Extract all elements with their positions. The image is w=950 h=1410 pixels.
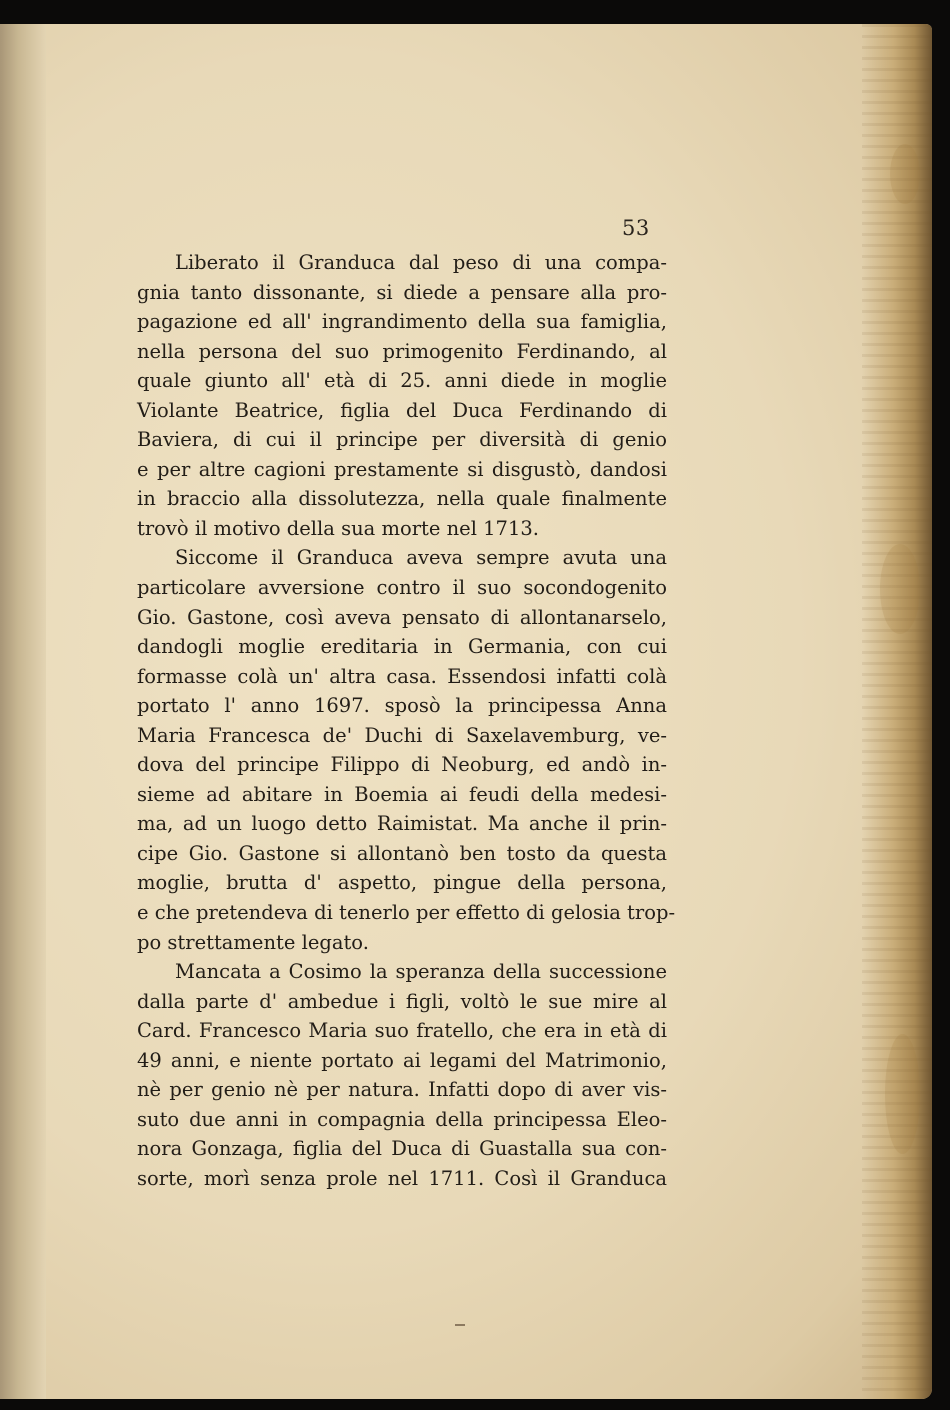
text-line: dova del principe Filippo di Neoburg, ed andò in- xyxy=(137,753,667,777)
text-line: dandogli moglie ereditaria in Germania, con cui xyxy=(137,635,667,659)
foxing-stain xyxy=(880,544,920,634)
page-fore-edge xyxy=(862,24,932,1399)
text-line: Card. Francesco Maria suo fratello, che era in età di xyxy=(137,1019,667,1043)
text-line: particolare avversione contro il suo socondogenito xyxy=(137,576,667,600)
text-line: portato l' anno 1697. sposò la principessa Anna xyxy=(137,694,667,718)
text-line: quale giunto all' età di 25. anni diede in moglie xyxy=(137,369,667,393)
text-line: nora Gonzaga, figlia del Duca di Guastalla sua con- xyxy=(137,1137,667,1161)
foxing-stain xyxy=(890,144,920,204)
text-line: gnia tanto dissonante, si diede a pensare alla pro- xyxy=(137,280,667,304)
foxing-stain xyxy=(885,1034,920,1154)
text-line: Baviera, di cui il principe per diversità di genio xyxy=(137,428,667,452)
text-line: moglie, brutta d' aspetto, pingue della persona, xyxy=(137,871,667,895)
text-line: pagazione ed all' ingrandimento della sua famiglia, xyxy=(137,310,667,334)
text-line: e per altre cagioni prestamente si disgustò, dandosi xyxy=(137,457,667,481)
text-line: Mancata a Cosimo la speranza della successione xyxy=(175,960,667,984)
text-line: Siccome il Granduca aveva sempre avuta una xyxy=(175,546,667,570)
book-page xyxy=(0,24,932,1399)
text-line: e che pretendeva di tenerlo per effetto di gelosia trop- xyxy=(137,901,676,925)
text-line: 49 anni, e niente portato ai legami del Matrimonio, xyxy=(137,1048,667,1072)
text-line: nè per genio nè per natura. Infatti dopo di aver vis- xyxy=(137,1078,667,1102)
text-line: sorte, morì senza prole nel 1711. Così il Granduca xyxy=(137,1166,667,1190)
text-line: Violante Beatrice, figlia del Duca Ferdinando di xyxy=(137,398,667,422)
body-text xyxy=(137,248,676,1194)
printer-mark xyxy=(455,1324,465,1326)
text-line: cipe Gio. Gastone si allontanò ben tosto da questa xyxy=(137,841,667,865)
text-line: dalla parte d' ambedue i figli, voltò le sue mire al xyxy=(137,989,667,1013)
page-number: 53 xyxy=(622,216,650,240)
text-line: po strettamente legato. xyxy=(137,930,369,954)
text-line: trovò il motivo della sua morte nel 1713. xyxy=(137,516,539,540)
text-line: in braccio alla dissolutezza, nella quale finalmente xyxy=(137,487,667,511)
text-line: Maria Francesca de' Duchi di Saxelavemburg, ve- xyxy=(137,723,667,747)
page-gutter xyxy=(0,24,46,1399)
text-line: ma, ad un luogo detto Raimistat. Ma anche il prin- xyxy=(137,812,667,836)
text-line: formasse colà un' altra casa. Essendosi infatti colà xyxy=(137,664,667,688)
text-line: suto due anni in compagnia della principessa Eleo- xyxy=(137,1107,667,1131)
text-line: nella persona del suo primogenito Ferdinando, al xyxy=(137,339,667,363)
text-line: sieme ad abitare in Boemia ai feudi della medesi- xyxy=(137,782,667,806)
text-line: Liberato il Granduca dal peso di una compa- xyxy=(175,251,667,274)
text-line: Gio. Gastone, così aveva pensato di allontanarselo, xyxy=(137,605,667,629)
